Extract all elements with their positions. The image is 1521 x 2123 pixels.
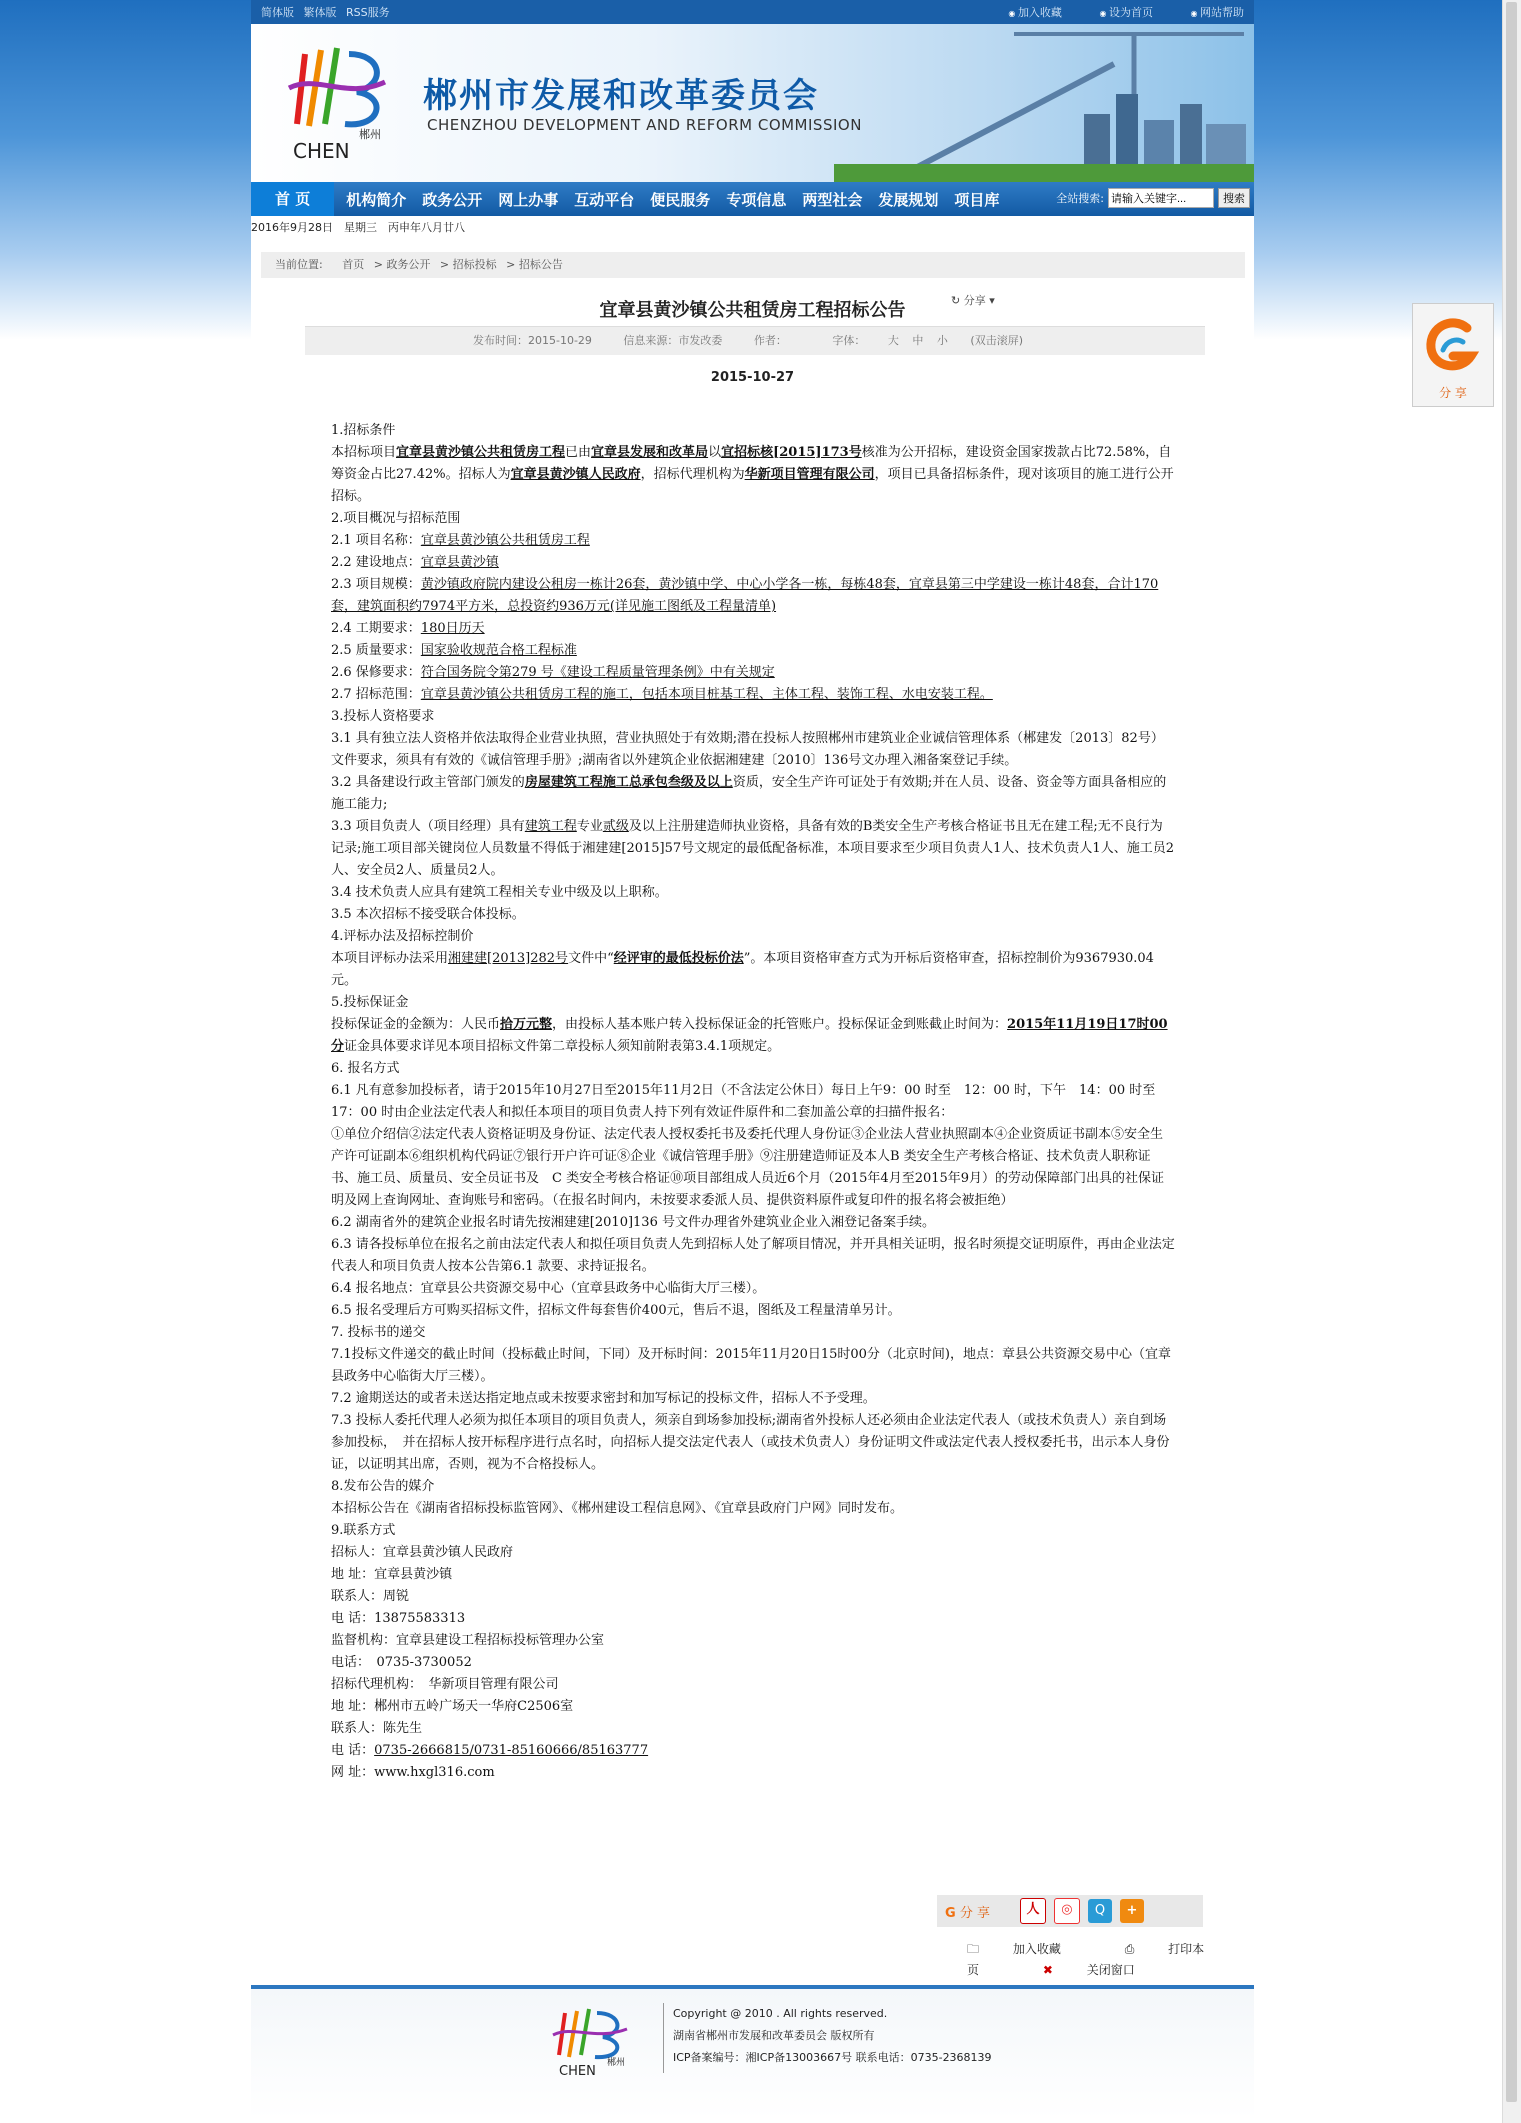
paragraph: 本项目评标办法采用湘建建[2013]282号文件中“经评审的最低投标价法”。本项目资格审查方式为开标后资格审查，招标控制价为9367930.04元。 (331, 951, 1154, 988)
share-bar-label[interactable]: G 分 享 (945, 1905, 990, 1921)
article-title: 宜章县黄沙镇公共租赁房工程招标公告 (599, 300, 906, 321)
paragraph: 6.1 凡有意参加投标者，请于2015年10月27日至2015年11月2日（不含法定公休日）每日上午9：00 时至 12：00 时，下午 14：00 时至 17：00 时由企业法定代表人和拟任本项目的项目负责人持下列有效证件原件和二套加盖公章的扫描件报名： (331, 1083, 1169, 1120)
article-body (331, 420, 1175, 1784)
paragraph: 7.2 逾期送达的或者未送达指定地点或未按要求密封和加写标记的投标文件，招标人不予受理。 (331, 1391, 876, 1406)
close-icon: ✖ (1042, 1963, 1053, 1977)
paragraph: 3.5 本次招标不接受联合体投标。 (331, 907, 525, 922)
contact-line: 联系人：周锐 (331, 1589, 410, 1604)
contact-line: 招标人：宜章县黄沙镇人民政府 (331, 1545, 514, 1560)
main-content (251, 240, 1254, 1995)
logo-city-text: 郴州 (359, 128, 381, 141)
contact-line: 地 址：郴州市五岭广场天一华府C2506室 (331, 1699, 574, 1714)
header-banner (251, 24, 1254, 182)
contact-line: 监督机构：宜章县建设工程招标投标管理办公室 (331, 1633, 605, 1648)
article-meta (305, 326, 1205, 355)
paragraph: 2.3 项目规模：黄沙镇政府院内建设公租房一栋计26套，黄沙镇中学、中心小学各一栋，每栋48套，宜章县第三中学建设一栋计48套，合计170套，建筑面积约7974平方米，总投资约936万元(详见施工图纸及工程量清单) (331, 577, 1159, 614)
meta-author: 作者： (753, 334, 787, 347)
more-share-icon[interactable]: + (1120, 1899, 1144, 1923)
font-size-large[interactable]: 大 (887, 334, 899, 347)
inline-share-button[interactable]: ↻ 分享 ▾ (951, 294, 995, 307)
font-size-small[interactable]: 小 (936, 334, 948, 347)
nav-about[interactable]: 机构简介 (346, 190, 407, 209)
footer-logo-en: CHEN (559, 2064, 596, 2077)
footer-icp: ICP备案编号：湘ICP备13003667号 联系电话：0735-2368139 (673, 2051, 992, 2064)
footer-divider (663, 2003, 664, 2073)
footer (251, 1985, 1254, 2119)
section-title: 4.评标办法及招标控制价 (331, 929, 474, 944)
paragraph: 3.1 具有独立法人资格并依法取得企业营业执照，营业执照处于有效期;潜在投标人按照郴州市建筑业企业诚信管理体系（郴建发〔2013〕82号）文件要求，须具有有效的《诚信管理手册》;湖南省以外建筑企业依据湘建建〔2010〕136号文办理入湘备案登记手续。 (331, 731, 1164, 768)
nav-home[interactable]: 首 页 (251, 182, 334, 216)
site-search (1056, 188, 1250, 208)
floating-share-button[interactable] (1412, 303, 1494, 407)
crane-skyline-image (834, 24, 1254, 182)
search-label: 全站搜索: (1056, 192, 1104, 205)
contact-line: 地 址：宜章县黄沙镇 (331, 1567, 453, 1582)
contact-line: 网 址：www.hxgl316.com (331, 1765, 495, 1780)
floating-share-logo-icon (1423, 312, 1483, 382)
breadcrumb-notice[interactable]: 招标公告 (518, 258, 563, 271)
nav-project-library[interactable]: 项目库 (954, 190, 1000, 209)
site-help-link[interactable]: ◉ 网站帮助 (1190, 6, 1244, 19)
people-share-icon[interactable]: 人 (1020, 1898, 1046, 1924)
paragraph: 2.1 项目名称：宜章县黄沙镇公共租赁房工程 (331, 533, 590, 548)
nav-public-service[interactable]: 便民服务 (650, 190, 711, 209)
paragraph: 7.3 投标人委托代理人必须为拟任本项目的项目负责人，须亲自到场参加投标;湖南省外投标人还必须由企业法定代表人（或技术负责人）亲自到场参加投标， 并在招标人按开标程序进行点名时，向招标人提交法定代表人（或技术负责人）身份证明文件或法定代表人授权委托书，出示本人身份证，以证明其出席，否则，视为不合格投标人。 (331, 1413, 1170, 1472)
paragraph: 6.2 湖南省外的建筑企业报名时请先按湘建建[2010]136 号文件办理省外建筑业企业入湘登记备案手续。 (331, 1215, 935, 1230)
search-button[interactable]: 搜索 (1218, 188, 1250, 208)
vertical-scrollbar[interactable] (1502, 0, 1521, 2123)
meta-font-label: 字体： 大 中 小 (双击滚屏) (832, 334, 1024, 347)
top-bar-left (261, 4, 396, 20)
article-date: 2015-10-27 (710, 370, 795, 385)
nav-two-type-society[interactable]: 两型社会 (802, 190, 863, 209)
top-bar (251, 0, 1254, 24)
site-title: 郴州市发展和改革委员会 (423, 76, 819, 116)
scrollbar-thumb[interactable] (1506, 2, 1517, 2102)
site-subtitle: CHENZHOU DEVELOPMENT AND REFORM COMMISSION (427, 116, 862, 134)
paragraph: 本招标公告在《湖南省招标投标监管网》、《郴州建设工程信息网》、《宜章县政府门户网》同时发布。 (331, 1501, 904, 1516)
traditional-link[interactable]: 繁体版 (303, 6, 337, 19)
paragraph: 2.2 建设地点：宜章县黄沙镇 (331, 555, 499, 570)
section-title: 8.发布公告的媒介 (331, 1479, 435, 1494)
paragraph: 6.5 报名受理后方可购买招标文件，招标文件每套售价400元，售后不退，图纸及工程量清单另计。 (331, 1303, 901, 1318)
paragraph: 2.7 招标范围：宜章县黄沙镇公共租赁房工程的施工，包括本项目桩基工程、主体工程、装饰工程、水电安装工程。 (331, 687, 993, 702)
rss-link[interactable]: RSS服务 (346, 6, 390, 19)
footer-text (673, 2003, 992, 2069)
breadcrumb: 当前位置: 首页 > 政务公开 > 招标投标 > 招标公告 (261, 252, 1245, 278)
footer-logo-city: 郴州 (607, 2058, 626, 2068)
contact-line: 联系人：陈先生 (331, 1721, 423, 1736)
section-title: 6. 报名方式 (331, 1061, 400, 1076)
paragraph: 6.4 报名地点：宜章县公共资源交易中心（宜章县政务中心临街大厅三楼）。 (331, 1281, 766, 1296)
search-input[interactable] (1108, 188, 1214, 208)
paragraph: 7.1投标文件递交的截止时间（投标截止时间，下同）及开标时间：2015年11月20日15时00分（北京时间)，地点：章县公共资源交易中心（宜章县政务中心临街大厅三楼）。 (331, 1347, 1171, 1384)
article-actions (967, 1940, 1254, 1978)
share-icon: ↻ (951, 294, 961, 307)
meta-source: 信息来源：市发改委 (623, 334, 723, 347)
simplified-link[interactable]: 简体版 (261, 6, 294, 19)
nav-gov-open[interactable]: 政务公开 (422, 190, 483, 209)
logo-en-text: CHEN (293, 139, 350, 162)
footer-copyright: Copyright @ 2010 . All rights reserved. (673, 2007, 888, 2020)
paragraph: 3.4 技术负责人应具有建筑工程相关专业中级及以上职称。 (331, 885, 668, 900)
footer-owner: 湖南省郴州市发展和改革委员会 版权所有 (673, 2029, 875, 2042)
font-size-medium[interactable]: 中 (912, 334, 924, 347)
footer-logo-icon (551, 2007, 641, 2077)
print-icon: ⎙ (1124, 1942, 1135, 1956)
tencent-share-icon[interactable]: Q (1088, 1899, 1112, 1923)
contact-line: 招标代理机构： 华新项目管理有限公司 (331, 1677, 559, 1692)
set-homepage-link[interactable]: ◉ 设为首页 (1099, 6, 1153, 19)
nav-online-service[interactable]: 网上办事 (498, 190, 559, 209)
breadcrumb-gov-open[interactable]: 政务公开 (386, 258, 431, 271)
top-bar-right (974, 4, 1244, 20)
section-title: 7. 投标书的递交 (331, 1325, 426, 1340)
contact-line: 电话： 0735-3730052 (331, 1655, 472, 1670)
paragraph: 6.3 请各投标单位在报名之前由法定代表人和拟任项目负责人先到招标人处了解项目情况，并开具相关证明，报名时须提交证明原件，再由企业法定代表人和项目负责人按本公告第6.1 款要、求持证报名。 (331, 1237, 1175, 1274)
meta-publish-time: 发布时间：2015-10-29 (472, 334, 592, 347)
paragraph: ①单位介绍信②法定代表人资格证明及身份证、法定代表人授权委托书及委托代理人身份证③企业法人营业执照副本④企业资质证书副本⑤安全生产许可证副本⑥组织机构代码证⑦银行开户许可证⑧企业《诚信管理手册》⑨注册建造师证及本人B 类安全生产考核合格证、技术负责人职称证书、施工员、质量员、安全员证书及 C 类安全考核合格证⑩项目部组成人员近6个月（2015年4月至2015年9月）的劳动保障部门出具的社保证明及网上查询网址、查询账号和密码。（在报名时间内，未按要求委派人员、提供资料原件或复印件的报名将会被拒绝） (331, 1127, 1165, 1208)
share-logo-icon: G (945, 1905, 956, 1921)
paragraph: 2.5 质量要求：国家验收规范合格工程标准 (331, 643, 577, 658)
paragraph: 投标保证金的金额为：人民币拾万元整，由投标人基本账户转入投标保证金的托管账户。投标保证金到账截止时间为：2015年11月19日17时00分证金具体要求详见本项目招标文件第二章投标人须知前附表第3.4.1项规定。 (331, 1017, 1168, 1054)
section-title: 9.联系方式 (331, 1523, 396, 1538)
nav-interaction[interactable]: 互动平台 (574, 190, 635, 209)
paragraph: 3.2 具备建设行政主管部门颁发的房屋建筑工程施工总承包叁级及以上资质，安全生产许可证处于有效期;并在人员、设备、资金等方面具备相应的施工能力; (331, 775, 1167, 812)
date-line: 2016年9月28日 星期三 丙申年八月廿八 (251, 216, 1254, 240)
nav-special-info[interactable]: 专项信息 (726, 190, 787, 209)
section-title: 3.投标人资格要求 (331, 709, 435, 724)
contact-line: 电 话：0735-2666815/0731-85160666/85163777 (331, 1743, 649, 1758)
section-title: 2.项目概况与招标范围 (331, 511, 461, 526)
favorite-icon: 🗀 (967, 1942, 980, 1956)
page-wrapper (251, 0, 1254, 1995)
add-favorite-link[interactable]: ◉ 加入收藏 (1008, 6, 1062, 19)
nav-planning[interactable]: 发展规划 (878, 190, 939, 209)
close-window-action[interactable]: ✖ 关闭窗口 (1042, 1963, 1135, 1977)
main-nav (251, 182, 1254, 216)
contact-line: 电 话：13875583313 (331, 1611, 466, 1626)
print-action[interactable]: ⎙ 打印本页 (967, 1942, 1205, 1977)
share-bar (937, 1895, 1203, 1927)
breadcrumb-bidding[interactable]: 招标投标 (452, 258, 497, 271)
favorite-action[interactable]: 🗀 加入收藏 (967, 1942, 1061, 1956)
paragraph: 本招标项目宜章县黄沙镇公共租赁房工程已由宜章县发展和改革局以宜招标核[2015]173号核准为公开招标，建设资金国家拨款占比72.58%，自筹资金占比27.42%。招标人为宜章县黄沙镇人民政府，招标代理机构为华新项目管理有限公司，项目已具备招标条件，现对该项目的施工进行公开招标。 (331, 445, 1174, 504)
paragraph: 2.6 保修要求：符合国务院令第279 号《建设工程质量管理条例》中有关规定 (331, 665, 775, 680)
paragraph: 2.4 工期要求：180日历天 (331, 621, 485, 636)
breadcrumb-home[interactable]: 首页 (342, 258, 365, 271)
section-title: 5.投标保证金 (331, 995, 409, 1010)
chenzhou-logo-icon (287, 44, 397, 162)
weibo-share-icon[interactable]: ◎ (1054, 1898, 1080, 1924)
section-title: 1.招标条件 (331, 423, 396, 438)
floating-share-label: 分 享 (1439, 386, 1467, 400)
paragraph: 3.3 项目负责人（项目经理）具有建筑工程专业贰级及以上注册建造师执业资格，具备有效的B类安全生产考核合格证书且无在建工程;无不良行为记录;施工项目部关键岗位人员数量不得低于湘建建[2015]57号文规定的最低配备标准，本项目要求至少项目负责人1人、技术负责人1人、施工员2人、安全员2人、质量员2人。 (331, 819, 1174, 878)
dblclick-scroll-hint: (双击滚屏) (970, 334, 1024, 347)
breadcrumb-prefix: 当前位置: (275, 258, 323, 271)
inline-share-label: 分享 (963, 294, 986, 307)
